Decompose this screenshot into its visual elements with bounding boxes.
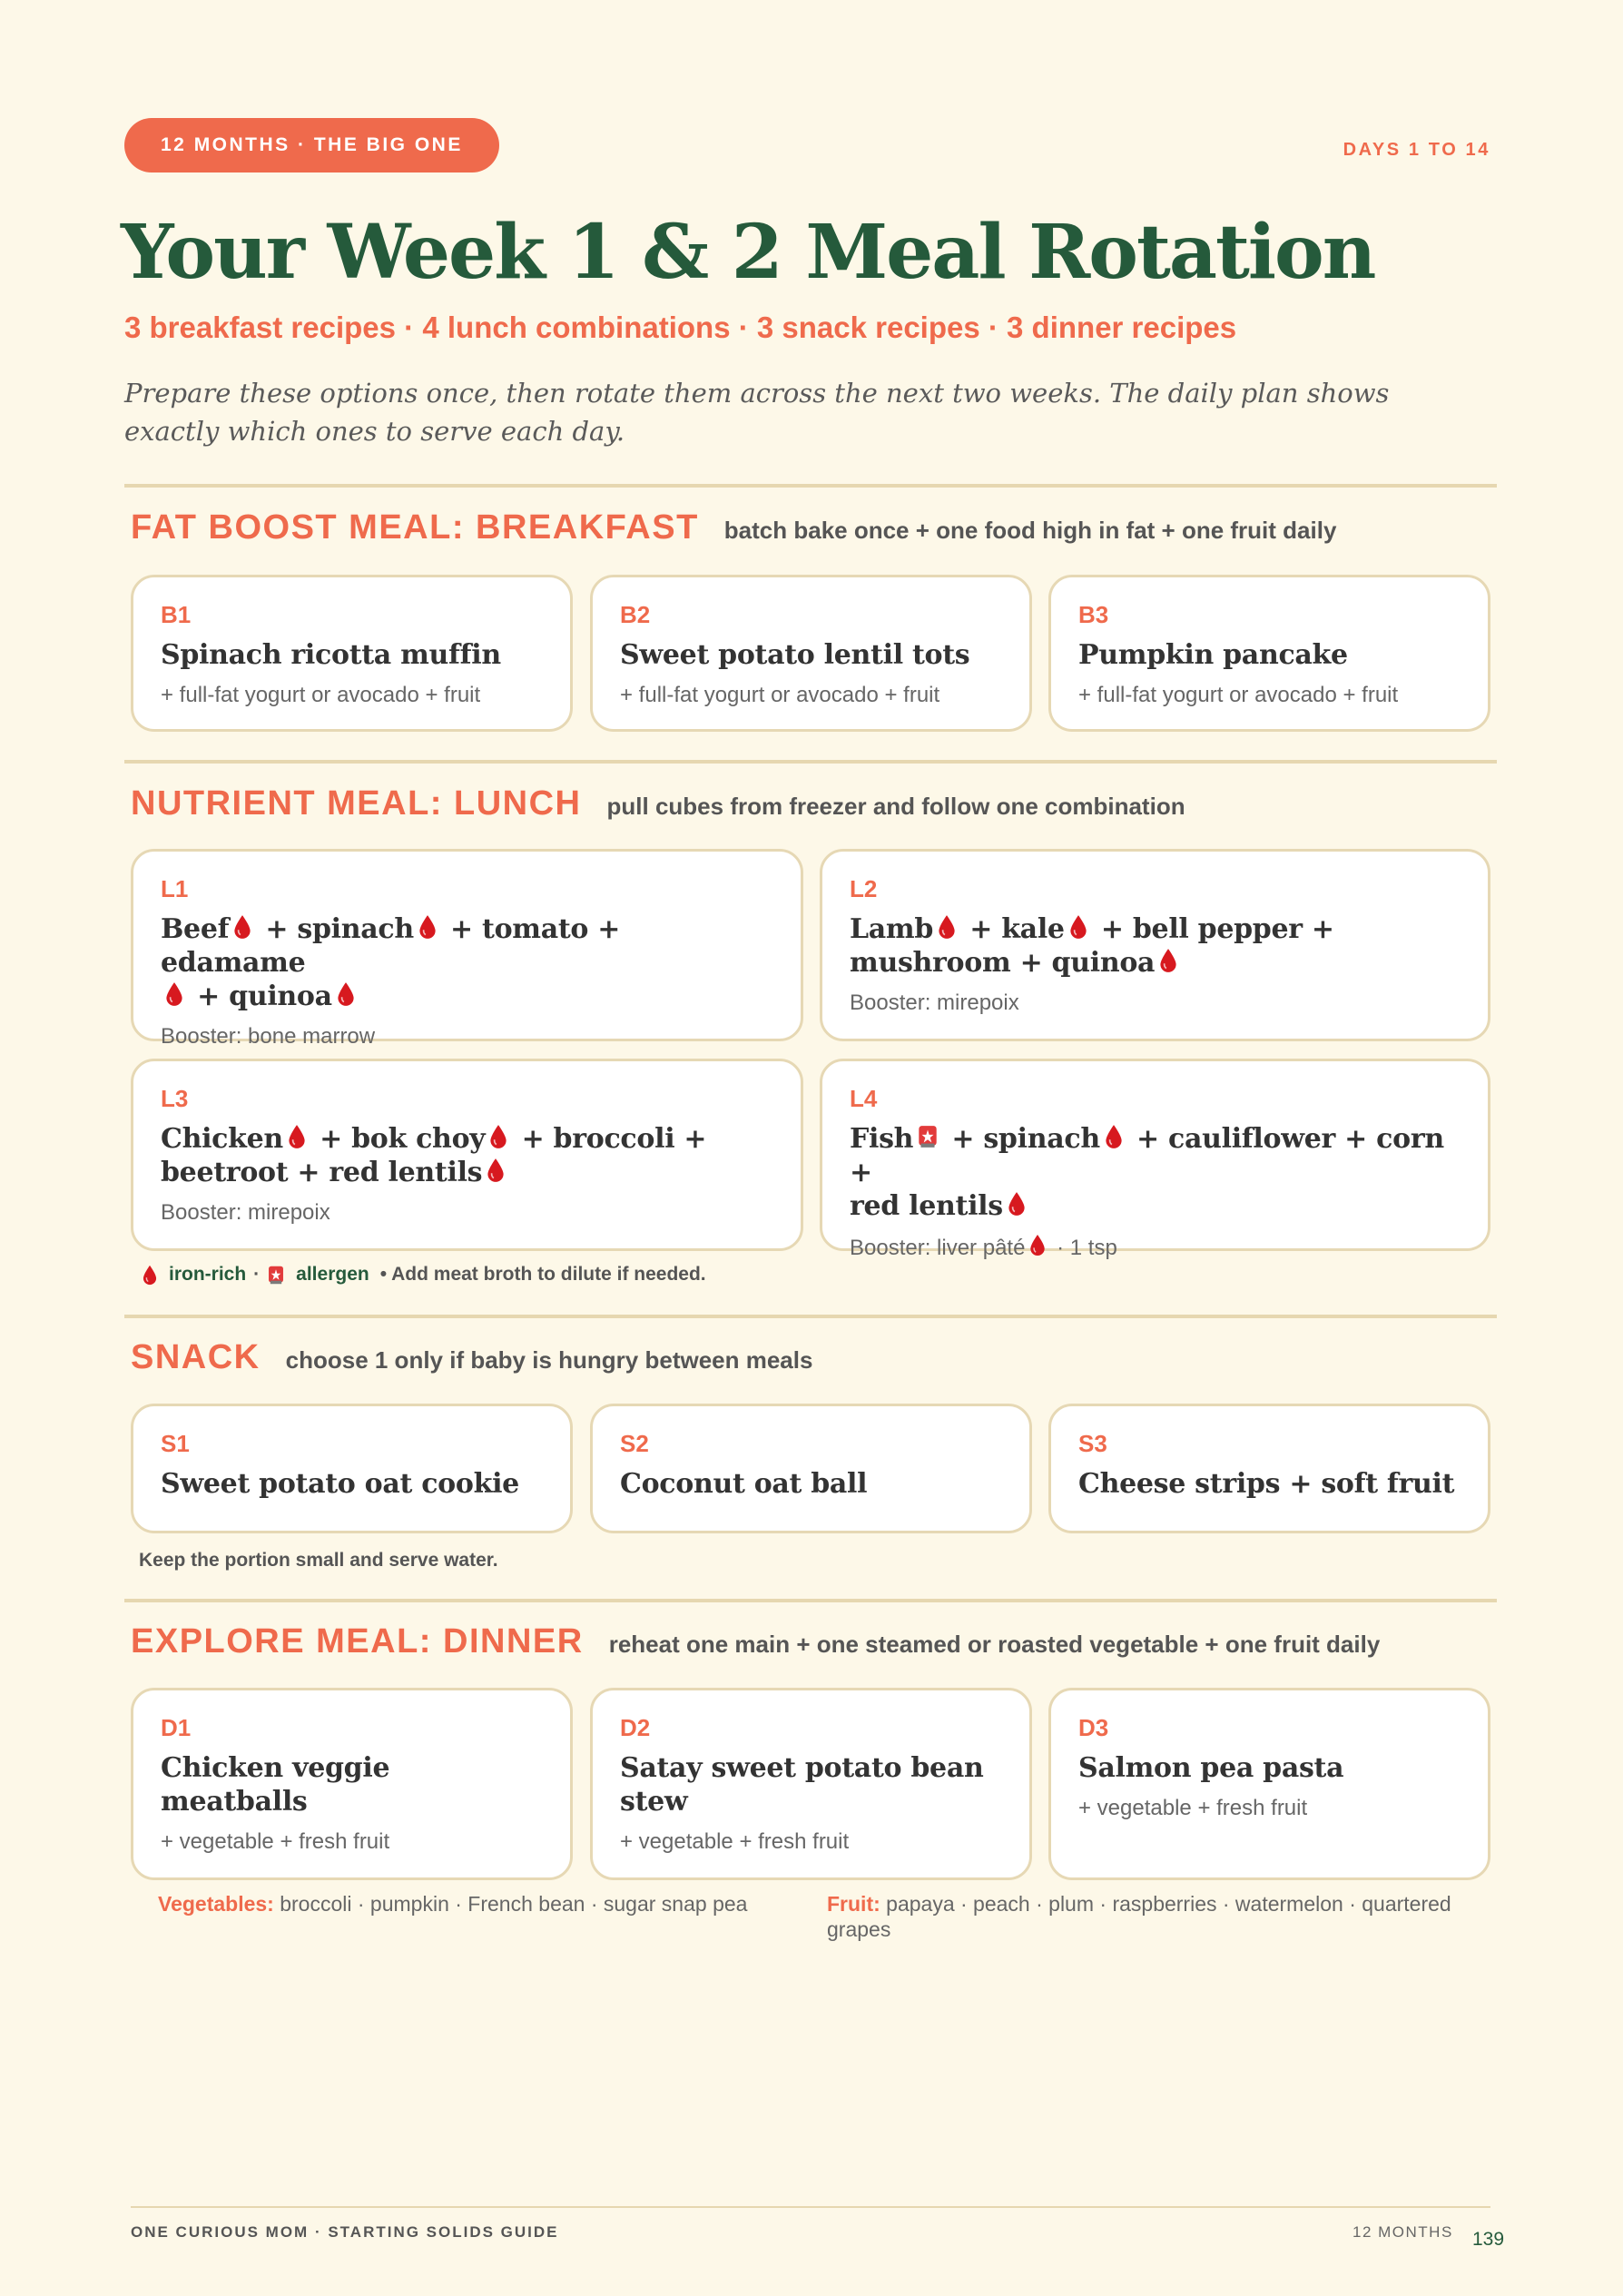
dinner-note: reheat one main + one steamed or roasted vegetable + one fruit daily [608, 1631, 1381, 1658]
divider [124, 1315, 1497, 1318]
booster: Booster: mirepoix [850, 990, 1019, 1015]
ingredient: Lamb [850, 913, 934, 945]
breakfast-title: FAT BOOST MEAL: BREAKFAST [131, 508, 699, 547]
dinner-card-d1 [131, 1688, 573, 1880]
snack-header [131, 1338, 812, 1377]
blood-drop-icon [232, 914, 252, 940]
lunch-card-l2 [820, 849, 1490, 1041]
blood-drop-icon [336, 981, 356, 1007]
allergen-siren-icon [917, 1124, 939, 1149]
ingredient: + spinach [265, 913, 414, 945]
vegetables-label: Vegetables: [158, 1892, 274, 1916]
dish-name: Cheese strips + soft fruit [1078, 1468, 1455, 1500]
vegetables-list: broccoli · pumpkin · French bean · sugar snap pea [280, 1892, 748, 1916]
dish-name: Chicken veggie meatballs [161, 1752, 390, 1818]
dish-addons: + full-fat yogurt or avocado + fruit [161, 683, 481, 707]
booster: Booster: bone marrow [161, 1024, 376, 1049]
card-code: B2 [620, 601, 651, 628]
dish-addons: + vegetable + fresh fruit [1078, 1796, 1308, 1820]
card-code: L4 [850, 1085, 878, 1112]
ingredient: Beef [161, 913, 230, 945]
ingredient: mushroom + quinoa [850, 947, 1156, 979]
lunch-card-l1 [131, 849, 803, 1049]
icon-legend [142, 1264, 706, 1286]
card-code: D3 [1078, 1714, 1109, 1741]
ingredient: + broccoli + [521, 1123, 707, 1155]
breakfast-card-b3 [1048, 575, 1490, 732]
vegetable-options [158, 1891, 793, 1917]
ingredient: + tomato + edamame [161, 913, 621, 979]
lunch-title: NUTRIENT MEAL: LUNCH [131, 784, 582, 823]
dinner-title: EXPLORE MEAL: DINNER [131, 1622, 584, 1660]
dinner-card-d3 [1048, 1688, 1490, 1880]
allergen-siren-icon [267, 1265, 285, 1286]
breakfast-card-b1 [131, 575, 573, 732]
lunch-note: pull cubes from freezer and follow one combination [606, 793, 1185, 820]
snack-footnote: Keep the portion small and serve water. [139, 1550, 498, 1571]
lunch-card-l3 [131, 1059, 803, 1251]
snack-card-s3 [1048, 1404, 1490, 1533]
booster: Booster: mirepoix [161, 1200, 330, 1225]
dish-name [850, 912, 1461, 980]
section-badge: 12 MONTHS · THE BIG ONE [124, 118, 499, 172]
page-number: 139 [1472, 2229, 1505, 2250]
dish-addons: + vegetable + fresh fruit [620, 1829, 850, 1854]
fruit-label: Fruit: [827, 1892, 880, 1916]
booster [850, 1234, 1461, 1261]
blood-drop-icon [164, 981, 184, 1007]
card-code: L2 [850, 875, 878, 902]
dinner-header [131, 1622, 1380, 1661]
divider [124, 760, 1497, 764]
fruit-options [827, 1891, 1480, 1942]
blood-drop-icon [287, 1124, 307, 1149]
page-subtitle: 3 breakfast recipes · 4 lunch combinations · 3 snack recipes · 3 dinner recipes [124, 310, 1237, 344]
blood-drop-icon [1007, 1191, 1027, 1217]
dish-name: Sweet potato lentil tots [620, 639, 970, 671]
ingredient: + quinoa [197, 980, 332, 1012]
lunch-card-l4 [820, 1059, 1490, 1260]
snack-card-s2 [590, 1404, 1032, 1533]
breakfast-card-b2 [590, 575, 1032, 732]
card-code: D2 [620, 1714, 651, 1741]
ingredient: red lentils [850, 1190, 1003, 1222]
dish-name: Satay sweet potato bean stew [620, 1752, 984, 1818]
dish-name: Coconut oat ball [620, 1468, 868, 1500]
ingredient: + cauliflower + corn + [850, 1123, 1444, 1188]
dish-addons: + full-fat yogurt or avocado + fruit [1078, 683, 1399, 707]
dish-name [850, 1122, 1461, 1223]
booster-text: Booster: liver pâté [850, 1236, 1026, 1260]
blood-drop-icon [937, 914, 957, 940]
footer-section: 12 MONTHS [1352, 2223, 1453, 2241]
page-title: Your Week 1 & 2 Meal Rotation [121, 209, 1375, 296]
ingredient: beetroot + red lentils [161, 1157, 483, 1188]
dish-name [161, 1122, 773, 1189]
dish-addons: + vegetable + fresh fruit [161, 1829, 390, 1854]
breakfast-header [131, 508, 1336, 547]
card-code: L3 [161, 1085, 189, 1112]
legend-note: • Add meat broth to dilute if needed. [379, 1264, 706, 1285]
legend-separator: · [253, 1264, 261, 1285]
days-range: DAYS 1 TO 14 [1343, 140, 1490, 160]
card-code: S1 [161, 1430, 190, 1457]
card-code: B1 [161, 601, 192, 628]
ingredient: + spinach [951, 1123, 1100, 1155]
blood-drop-icon [1068, 914, 1088, 940]
dish-name: Salmon pea pasta [1078, 1752, 1344, 1784]
breakfast-note: batch bake once + one food high in fat + one fruit daily [723, 517, 1337, 544]
snack-card-s1 [131, 1404, 573, 1533]
blood-drop-icon [1158, 948, 1178, 973]
ingredient: + bell pepper + [1100, 913, 1334, 945]
footer-divider [131, 2206, 1490, 2208]
card-code: D1 [161, 1714, 192, 1741]
footer-publication: ONE CURIOUS MOM · STARTING SOLIDS GUIDE [131, 2223, 559, 2241]
ingredient: Chicken [161, 1123, 283, 1155]
dish-name [161, 912, 773, 1013]
dish-name: Sweet potato oat cookie [161, 1468, 519, 1500]
divider [124, 484, 1497, 488]
legend-allergen: allergen [296, 1264, 369, 1285]
card-code: S3 [1078, 1430, 1107, 1457]
legend-iron: iron-rich [169, 1264, 247, 1285]
card-code: L1 [161, 875, 189, 902]
blood-drop-icon [418, 914, 438, 940]
ingredient: + bok choy [320, 1123, 486, 1155]
divider [124, 1599, 1497, 1602]
dish-name: Spinach ricotta muffin [161, 639, 501, 671]
ingredient: Fish [850, 1123, 914, 1155]
card-code: S2 [620, 1430, 649, 1457]
intro-text: Prepare these options once, then rotate them across the next two weeks. The daily plan shows exactly which ones to serve each day. [124, 378, 1390, 447]
ingredient: + kale [969, 913, 1065, 945]
snack-note: choose 1 only if baby is hungry between meals [285, 1346, 813, 1374]
dish-addons: + full-fat yogurt or avocado + fruit [620, 683, 940, 707]
fruit-list: papaya · peach · plum · raspberries · watermelon · quartered grapes [827, 1892, 1451, 1941]
dinner-card-d2 [590, 1688, 1032, 1880]
blood-drop-icon [488, 1124, 508, 1149]
blood-drop-icon [486, 1158, 506, 1183]
snack-title: SNACK [131, 1338, 261, 1376]
blood-drop-icon [1104, 1124, 1124, 1149]
booster-amount: · 1 tsp [1057, 1236, 1117, 1260]
blood-drop-icon [1028, 1234, 1047, 1256]
lunch-header [131, 784, 1185, 823]
blood-drop-icon [142, 1265, 158, 1286]
dish-name: Pumpkin pancake [1078, 639, 1348, 671]
card-code: B3 [1078, 601, 1109, 628]
